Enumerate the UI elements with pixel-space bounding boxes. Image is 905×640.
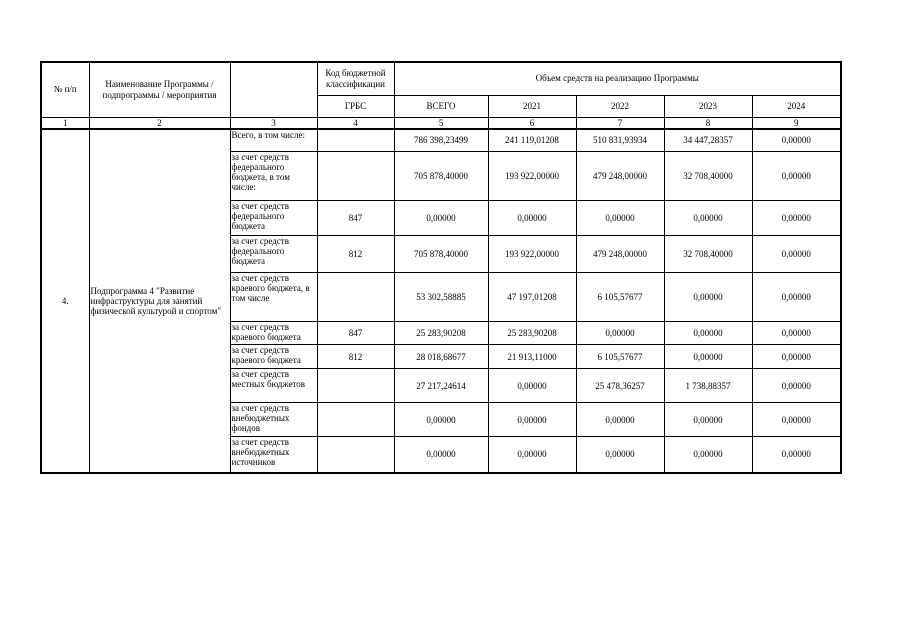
col-total-header: ВСЕГО xyxy=(394,95,488,117)
total-value: 28 018,68677 xyxy=(394,345,488,369)
col-index: 5 xyxy=(394,117,488,129)
year-value: 0,00000 xyxy=(576,437,664,473)
funding-source-label: за счет средств краевого бюджета xyxy=(230,345,317,369)
year-value: 479 248,00000 xyxy=(576,152,664,201)
total-value: 705 878,40000 xyxy=(394,152,488,201)
year-value: 0,00000 xyxy=(752,322,841,345)
col-empty-header xyxy=(230,62,317,117)
year-value: 0,00000 xyxy=(664,201,752,236)
grbs-code xyxy=(317,369,394,403)
col-index: 4 xyxy=(317,117,394,129)
item-number: 4. xyxy=(41,129,89,473)
total-value: 53 302,58885 xyxy=(394,273,488,322)
grbs-code: 847 xyxy=(317,201,394,236)
col-budget-code-header: Код бюджетной классификации xyxy=(317,62,394,95)
year-value: 193 922,00000 xyxy=(488,152,576,201)
header-row-1 xyxy=(41,62,841,95)
year-value: 25 478,36257 xyxy=(576,369,664,403)
col-name-header: Наименование Программы / подпрограммы / мероприятия xyxy=(89,62,230,117)
col-index: 7 xyxy=(576,117,664,129)
year-value: 0,00000 xyxy=(664,322,752,345)
col-index: 6 xyxy=(488,117,576,129)
grbs-code xyxy=(317,403,394,437)
year-value: 0,00000 xyxy=(664,345,752,369)
year-value: 21 913,11000 xyxy=(488,345,576,369)
col-index: 3 xyxy=(230,117,317,129)
grbs-code: 812 xyxy=(317,236,394,273)
year-value: 0,00000 xyxy=(752,129,841,152)
budget-table xyxy=(40,61,842,474)
year-value: 0,00000 xyxy=(488,437,576,473)
col-year-header: 2022 xyxy=(576,95,664,117)
year-value: 0,00000 xyxy=(488,369,576,403)
col-year-header: 2021 xyxy=(488,95,576,117)
total-value: 27 217,24614 xyxy=(394,369,488,403)
funding-source-label: за счет средств внебюджетных фондов xyxy=(230,403,317,437)
funding-source-label: за счет средств краевого бюджета, в том числе xyxy=(230,273,317,322)
total-value: 25 283,90208 xyxy=(394,322,488,345)
year-value: 0,00000 xyxy=(752,152,841,201)
year-value: 6 105,57677 xyxy=(576,345,664,369)
funding-source-label: за счет средств внебюджетных источников xyxy=(230,437,317,473)
total-value: 786 398,23499 xyxy=(394,129,488,152)
total-value: 0,00000 xyxy=(394,403,488,437)
col-index: 8 xyxy=(664,117,752,129)
year-value: 0,00000 xyxy=(576,201,664,236)
year-value: 0,00000 xyxy=(752,369,841,403)
grbs-code: 812 xyxy=(317,345,394,369)
year-value: 241 119,01208 xyxy=(488,129,576,152)
year-value: 0,00000 xyxy=(488,403,576,437)
year-value: 193 922,00000 xyxy=(488,236,576,273)
total-value: 0,00000 xyxy=(394,437,488,473)
funding-source-label: за счет средств местных бюджетов xyxy=(230,369,317,403)
year-value: 479 248,00000 xyxy=(576,236,664,273)
grbs-code xyxy=(317,129,394,152)
grbs-code: 847 xyxy=(317,322,394,345)
subprogram-name: Подпрограмма 4 "Развитие инфраструктуры для занятий физической культурой и спортом" xyxy=(89,129,230,473)
year-value: 6 105,57677 xyxy=(576,273,664,322)
year-value: 0,00000 xyxy=(664,273,752,322)
grbs-code xyxy=(317,437,394,473)
total-value: 705 878,40000 xyxy=(394,236,488,273)
year-value: 0,00000 xyxy=(752,201,841,236)
col-num-header: № п/п xyxy=(41,62,89,117)
year-value: 510 831,93934 xyxy=(576,129,664,152)
col-year-header: 2024 xyxy=(752,95,841,117)
year-value: 0,00000 xyxy=(664,437,752,473)
grbs-code xyxy=(317,273,394,322)
year-value: 34 447,28357 xyxy=(664,129,752,152)
col-volume-header: Объем средств на реализацию Программы xyxy=(394,62,841,95)
year-value: 0,00000 xyxy=(752,437,841,473)
year-value: 0,00000 xyxy=(752,403,841,437)
year-value: 25 283,90208 xyxy=(488,322,576,345)
grbs-code xyxy=(317,152,394,201)
table-row xyxy=(41,129,841,152)
col-index: 1 xyxy=(41,117,89,129)
year-value: 0,00000 xyxy=(752,345,841,369)
col-grbs-header: ГРБС xyxy=(317,95,394,117)
year-value: 0,00000 xyxy=(488,201,576,236)
numbering-row xyxy=(41,117,841,129)
funding-source-label: Всего, в том числе: xyxy=(230,129,317,152)
year-value: 0,00000 xyxy=(752,273,841,322)
year-value: 0,00000 xyxy=(664,403,752,437)
total-value: 0,00000 xyxy=(394,201,488,236)
year-value: 32 708,40000 xyxy=(664,152,752,201)
funding-source-label: за счет средств федерального бюджета, в том числе: xyxy=(230,152,317,201)
year-value: 0,00000 xyxy=(576,403,664,437)
year-value: 1 738,88357 xyxy=(664,369,752,403)
col-year-header: 2023 xyxy=(664,95,752,117)
funding-source-label: за счет средств краевого бюджета xyxy=(230,322,317,345)
funding-source-label: за счет средств федерального бюджета xyxy=(230,236,317,273)
year-value: 0,00000 xyxy=(576,322,664,345)
year-value: 32 708,40000 xyxy=(664,236,752,273)
funding-source-label: за счет средств федерального бюджета xyxy=(230,201,317,236)
col-index: 2 xyxy=(89,117,230,129)
year-value: 0,00000 xyxy=(752,236,841,273)
col-index: 9 xyxy=(752,117,841,129)
year-value: 47 197,01208 xyxy=(488,273,576,322)
